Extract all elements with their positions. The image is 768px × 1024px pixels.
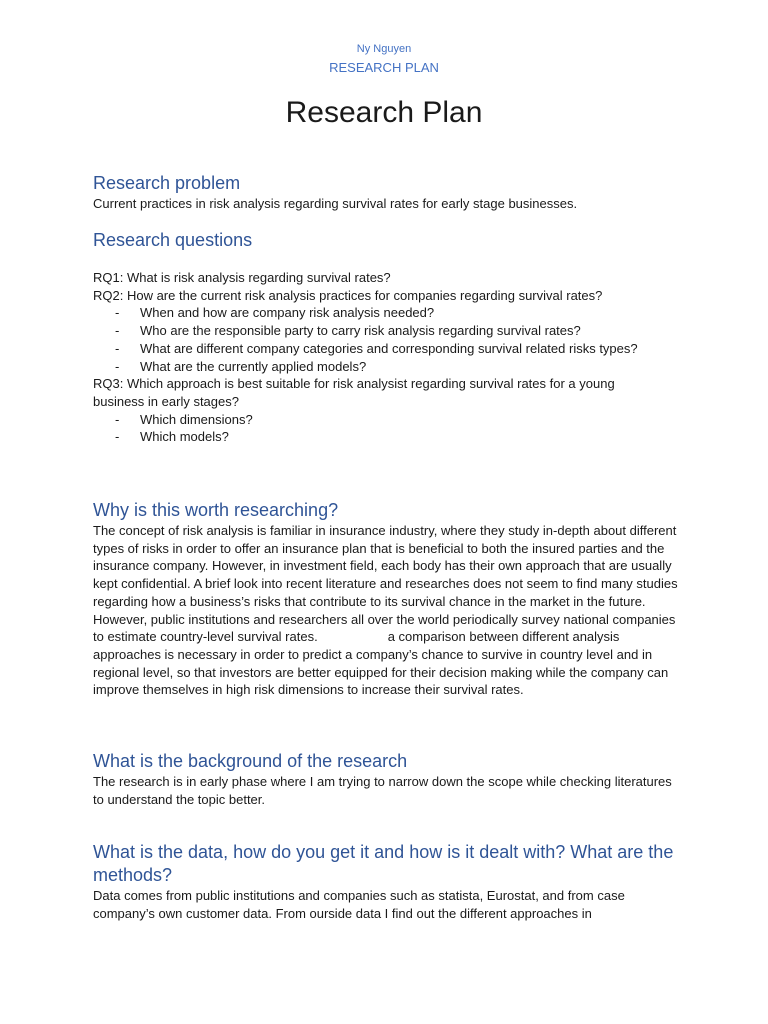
section-heading: Why is this worth researching? (93, 500, 339, 520)
rq2-list (93, 304, 683, 375)
section-background (93, 750, 683, 808)
worth-text-part2: a comparison between different analysis approaches is necessary in order to predict a company’s chance to survive in country level and in regional level, so that investors are better equipped for their decision making while the company can improve themselves in high risk dimensions to increase their survival rates. (93, 629, 669, 698)
list-item: - What are different company categories and corresponding survival related risks types? (93, 340, 683, 358)
list-item: - Which models? (93, 428, 683, 446)
worth-text-part1: The concept of risk analysis is familiar in insurance industry, where they study in-depth about different types of risks in order to offer an insurance plan that is beneficial to both the insured parties and the insurance company. However, in investment field, each body has their own approach that are usually kept confidential. A brief look into recent literature and researches does not seem to find many studies regarding how a business’s risks that contribute to its survival chance in the market in the future. However, public institutions and researchers all over the world periodically survey national companies to estimate country-level survival rates. (93, 523, 678, 645)
section-text: Data comes from public institutions and companies such as statista, Eurostat, and from case company’s own customer data. From ourside data I find out the different approaches in (93, 888, 625, 921)
document-label: RESEARCH PLAN (329, 60, 439, 75)
section-text: The research is in early phase where I am trying to narrow down the scope while checking literatures to understand the topic better. (93, 774, 672, 807)
rq3-list (93, 411, 683, 446)
section-research-problem (93, 172, 683, 213)
section-heading: Research problem (93, 173, 241, 193)
list-item: - What are the currently applied models? (93, 358, 683, 376)
section-text (93, 522, 683, 699)
section-research-questions (93, 229, 683, 446)
list-item: - Which dimensions? (93, 411, 683, 429)
rq1-text: RQ1: What is risk analysis regarding survival rates? (93, 270, 391, 285)
rq3-text: RQ3: Which approach is best suitable for risk analysist regarding survival rates for a young business in early stages? (93, 376, 615, 409)
page-title: Research Plan (285, 96, 483, 129)
section-why-worth (93, 499, 683, 699)
list-item: - When and how are company risk analysis needed? (93, 304, 683, 322)
rq2-text: RQ2: How are the current risk analysis practices for companies regarding survival rates? (93, 287, 603, 303)
section-text: Current practices in risk analysis regarding survival rates for early stage businesses. (93, 196, 578, 211)
section-data-methods (93, 841, 683, 922)
section-heading: What is the data, how do you get it and how is it dealt with? What are the methods? (93, 842, 674, 885)
section-heading: Research questions (93, 230, 253, 250)
section-heading: What is the background of the research (93, 751, 408, 771)
author-name: Ny Nguyen (356, 43, 412, 55)
list-item: - Who are the responsible party to carry risk analysis regarding survival rates? (93, 322, 683, 340)
